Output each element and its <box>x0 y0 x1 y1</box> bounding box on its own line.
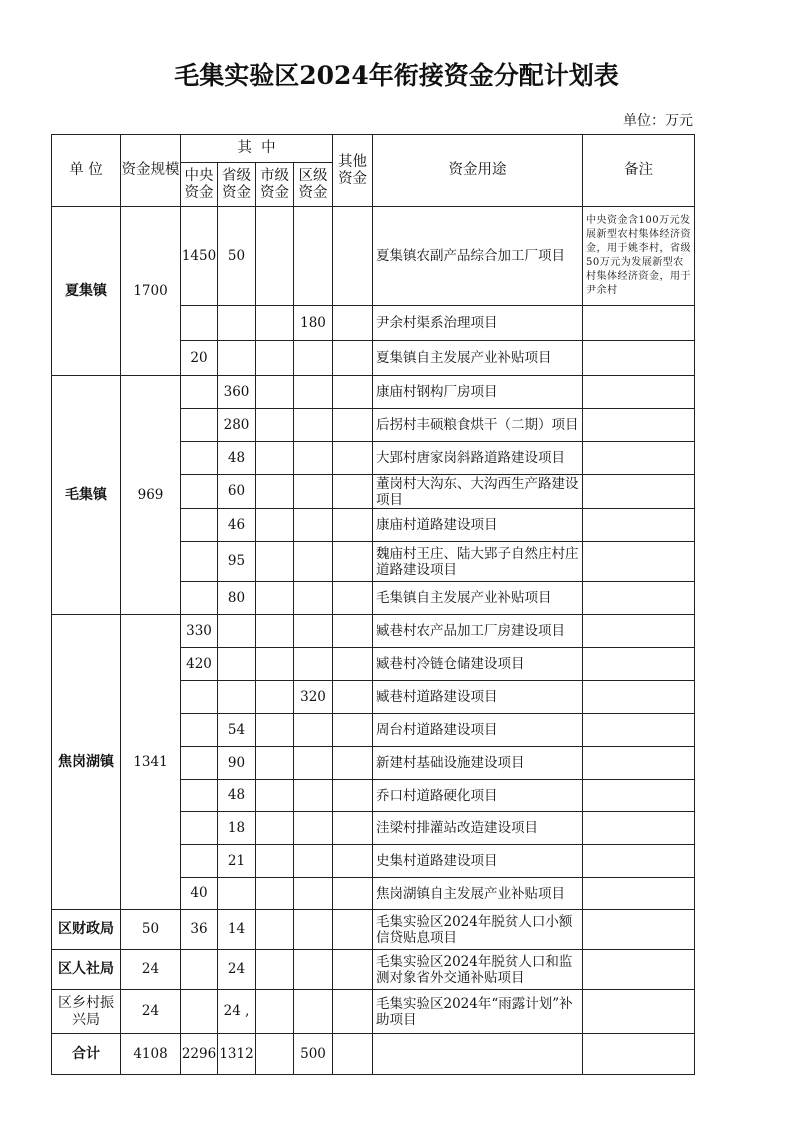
table-row <box>52 615 695 648</box>
other-cell <box>333 681 373 714</box>
provincial-cell: 360 <box>218 376 256 409</box>
usage-cell: 尹余村渠系治理项目 <box>373 306 583 341</box>
city-cell <box>256 582 294 615</box>
remark-cell <box>583 714 695 747</box>
total-label: 合计 <box>52 1034 121 1075</box>
other-cell <box>333 409 373 442</box>
central-cell <box>181 990 218 1034</box>
central-cell <box>181 812 218 845</box>
allocation-table <box>51 134 695 1075</box>
other-cell <box>333 341 373 376</box>
district-cell <box>294 582 333 615</box>
remark-cell <box>583 376 695 409</box>
table-row <box>52 990 695 1034</box>
unit-cell: 夏集镇 <box>52 207 121 376</box>
total-other <box>333 1034 373 1075</box>
header-unit: 单 位 <box>52 135 121 207</box>
remark-cell <box>583 910 695 950</box>
provincial-cell <box>218 306 256 341</box>
city-cell <box>256 615 294 648</box>
central-cell: 20 <box>181 341 218 376</box>
remark-cell <box>583 990 695 1034</box>
remark-cell <box>583 509 695 542</box>
central-cell: 40 <box>181 878 218 910</box>
remark-cell <box>583 648 695 681</box>
header-central: 中央资金 <box>181 163 218 207</box>
city-cell <box>256 376 294 409</box>
district-cell <box>294 812 333 845</box>
scale-cell: 1700 <box>121 207 181 376</box>
provincial-cell: 90 <box>218 747 256 780</box>
scale-cell: 50 <box>121 910 181 950</box>
other-cell <box>333 990 373 1034</box>
provincial-cell <box>218 648 256 681</box>
provincial-cell: 18 <box>218 812 256 845</box>
central-cell <box>181 780 218 812</box>
city-cell <box>256 990 294 1034</box>
provincial-cell: 48 <box>218 780 256 812</box>
central-cell <box>181 582 218 615</box>
district-cell <box>294 542 333 582</box>
total-scale: 4108 <box>121 1034 181 1075</box>
city-cell <box>256 648 294 681</box>
city-cell <box>256 845 294 878</box>
provincial-cell <box>218 341 256 376</box>
other-cell <box>333 509 373 542</box>
city-cell <box>256 542 294 582</box>
scale-cell: 969 <box>121 376 181 615</box>
remark-cell <box>583 542 695 582</box>
header-usage: 资金用途 <box>373 135 583 207</box>
usage-cell: 康庙村道路建设项目 <box>373 509 583 542</box>
provincial-cell: 21 <box>218 845 256 878</box>
usage-cell: 乔口村道路硬化项目 <box>373 780 583 812</box>
district-cell <box>294 207 333 306</box>
usage-cell: 董岗村大沟东、大沟西生产路建设项目 <box>373 475 583 509</box>
city-cell <box>256 475 294 509</box>
table-body <box>52 207 695 1075</box>
city-cell <box>256 306 294 341</box>
central-cell: 1450 <box>181 207 218 306</box>
other-cell <box>333 376 373 409</box>
city-cell <box>256 780 294 812</box>
central-cell <box>181 306 218 341</box>
central-cell <box>181 475 218 509</box>
remark-cell <box>583 747 695 780</box>
unit-cell: 区乡村振兴局 <box>52 990 121 1034</box>
remark-cell <box>583 878 695 910</box>
usage-cell: 康庙村钢构厂房项目 <box>373 376 583 409</box>
remark-cell <box>583 812 695 845</box>
district-cell <box>294 509 333 542</box>
unit-cell: 毛集镇 <box>52 376 121 615</box>
scale-cell: 1341 <box>121 615 181 910</box>
remark-cell <box>583 681 695 714</box>
other-cell <box>333 845 373 878</box>
central-cell <box>181 376 218 409</box>
remark-cell <box>583 582 695 615</box>
district-cell: 180 <box>294 306 333 341</box>
other-cell <box>333 442 373 475</box>
remark-cell <box>583 442 695 475</box>
city-cell <box>256 409 294 442</box>
district-cell <box>294 747 333 780</box>
other-cell <box>333 475 373 509</box>
usage-cell: 史集村道路建设项目 <box>373 845 583 878</box>
total-district: 500 <box>294 1034 333 1075</box>
city-cell <box>256 442 294 475</box>
header-city: 市级资金 <box>256 163 294 207</box>
other-cell <box>333 648 373 681</box>
city-cell <box>256 950 294 990</box>
district-cell <box>294 878 333 910</box>
central-cell <box>181 409 218 442</box>
total-city <box>256 1034 294 1075</box>
remark-cell <box>583 306 695 341</box>
unit-cell: 区财政局 <box>52 910 121 950</box>
city-cell <box>256 812 294 845</box>
other-cell <box>333 714 373 747</box>
total-central: 2296 <box>181 1034 218 1075</box>
provincial-cell: 54 <box>218 714 256 747</box>
other-cell <box>333 207 373 306</box>
usage-cell: 新建村基础设施建设项目 <box>373 747 583 780</box>
city-cell <box>256 747 294 780</box>
remark-cell <box>583 950 695 990</box>
provincial-cell: 48 <box>218 442 256 475</box>
remark-cell <box>583 615 695 648</box>
district-cell <box>294 442 333 475</box>
unit-cell: 焦岗湖镇 <box>52 615 121 910</box>
city-cell <box>256 714 294 747</box>
remark-cell <box>583 409 695 442</box>
total-remark <box>583 1034 695 1075</box>
header-provincial: 省级资金 <box>218 163 256 207</box>
usage-cell: 周台村道路建设项目 <box>373 714 583 747</box>
header-district: 区级资金 <box>294 163 333 207</box>
other-cell <box>333 780 373 812</box>
other-cell <box>333 878 373 910</box>
total-row <box>52 1034 695 1075</box>
central-cell <box>181 950 218 990</box>
district-cell <box>294 910 333 950</box>
provincial-cell <box>218 681 256 714</box>
provincial-cell: 60 <box>218 475 256 509</box>
city-cell <box>256 341 294 376</box>
usage-cell: 夏集镇农副产品综合加工厂项目 <box>373 207 583 306</box>
district-cell <box>294 648 333 681</box>
provincial-cell: 95 <box>218 542 256 582</box>
city-cell <box>256 681 294 714</box>
usage-cell: 毛集实验区2024年“雨露计划”补助项目 <box>373 990 583 1034</box>
table-row <box>52 910 695 950</box>
central-cell <box>181 509 218 542</box>
scale-cell: 24 <box>121 950 181 990</box>
page-title: 毛集实验区2024年衔接资金分配计划表 <box>174 61 619 90</box>
district-cell <box>294 615 333 648</box>
other-cell <box>333 747 373 780</box>
district-cell <box>294 475 333 509</box>
remark-cell <box>583 475 695 509</box>
table-row <box>52 207 695 306</box>
total-provincial: 1312 <box>218 1034 256 1075</box>
usage-cell: 毛集实验区2024年脱贫人口小额信贷贴息项目 <box>373 910 583 950</box>
header-remark: 备注 <box>583 135 695 207</box>
other-cell <box>333 812 373 845</box>
usage-cell: 后拐村丰硕粮食烘干（二期）项目 <box>373 409 583 442</box>
unit-cell: 区人社局 <box>52 950 121 990</box>
other-cell <box>333 615 373 648</box>
usage-cell: 臧巷村道路建设项目 <box>373 681 583 714</box>
central-cell <box>181 542 218 582</box>
central-cell: 420 <box>181 648 218 681</box>
provincial-cell: 24 <box>218 950 256 990</box>
usage-cell: 臧巷村冷链仓储建设项目 <box>373 648 583 681</box>
city-cell <box>256 509 294 542</box>
district-cell <box>294 845 333 878</box>
usage-cell: 洼梁村排灌站改造建设项目 <box>373 812 583 845</box>
central-cell <box>181 714 218 747</box>
district-cell <box>294 409 333 442</box>
provincial-cell: 80 <box>218 582 256 615</box>
city-cell <box>256 910 294 950</box>
remark-cell <box>583 780 695 812</box>
provincial-cell: 46 <box>218 509 256 542</box>
other-cell <box>333 950 373 990</box>
central-cell <box>181 681 218 714</box>
central-cell <box>181 747 218 780</box>
provincial-cell: 14 <box>218 910 256 950</box>
provincial-cell <box>218 878 256 910</box>
district-cell <box>294 714 333 747</box>
other-cell <box>333 306 373 341</box>
district-cell <box>294 341 333 376</box>
header-scale: 资金规模 <box>121 135 181 207</box>
central-cell: 36 <box>181 910 218 950</box>
usage-cell: 焦岗湖镇自主发展产业补贴项目 <box>373 878 583 910</box>
district-cell: 320 <box>294 681 333 714</box>
header-other: 其他资金 <box>333 135 373 207</box>
other-cell <box>333 542 373 582</box>
provincial-cell: 50 <box>218 207 256 306</box>
scale-cell: 24 <box>121 990 181 1034</box>
remark-cell: 中央资金含100万元发展新型农村集体经济资金，用于姚李村，省级50万元为发展新型农村集体经济资金，用于尹余村 <box>583 207 695 306</box>
city-cell <box>256 878 294 910</box>
other-cell <box>333 910 373 950</box>
central-cell: 330 <box>181 615 218 648</box>
district-cell <box>294 376 333 409</box>
total-usage <box>373 1034 583 1075</box>
unit-label: 单位：万元 <box>623 113 693 129</box>
district-cell <box>294 990 333 1034</box>
provincial-cell: 280 <box>218 409 256 442</box>
central-cell <box>181 845 218 878</box>
usage-cell: 夏集镇自主发展产业补贴项目 <box>373 341 583 376</box>
table-row <box>52 376 695 409</box>
usage-cell: 魏庙村王庄、陆大郢子自然庄村庄道路建设项目 <box>373 542 583 582</box>
other-cell <box>333 582 373 615</box>
provincial-cell <box>218 615 256 648</box>
usage-cell: 大郢村唐家岗斜路道路建设项目 <box>373 442 583 475</box>
usage-cell: 毛集镇自主发展产业补贴项目 <box>373 582 583 615</box>
usage-cell: 毛集实验区2024年脱贫人口和监测对象省外交通补贴项目 <box>373 950 583 990</box>
remark-cell <box>583 845 695 878</box>
provincial-cell: 24 , <box>218 990 256 1034</box>
remark-cell <box>583 341 695 376</box>
central-cell <box>181 442 218 475</box>
city-cell <box>256 207 294 306</box>
header-of-which: 其 中 <box>181 135 333 163</box>
usage-cell: 臧巷村农产品加工厂房建设项目 <box>373 615 583 648</box>
table-row <box>52 950 695 990</box>
district-cell <box>294 780 333 812</box>
district-cell <box>294 950 333 990</box>
